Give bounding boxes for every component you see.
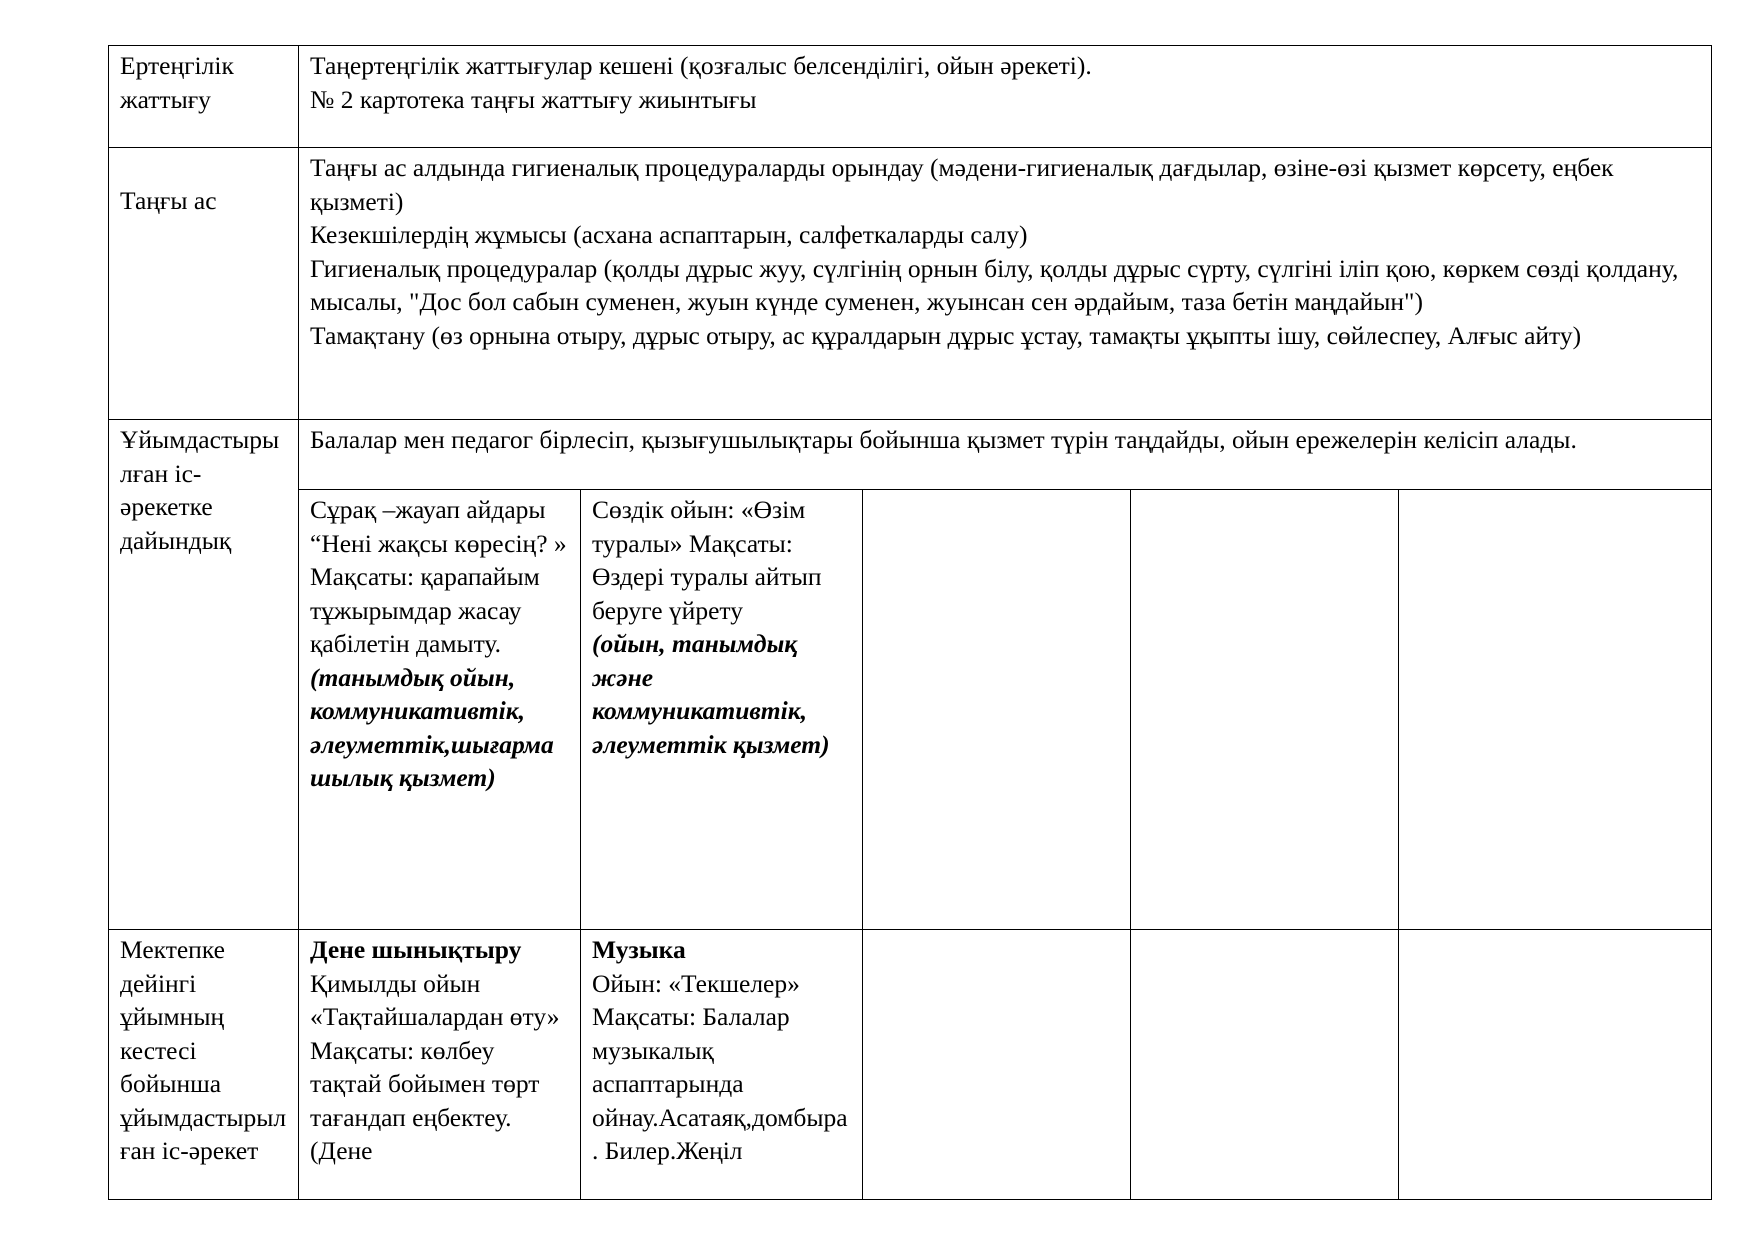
preparation-day-5: [1399, 490, 1712, 930]
row-organized-activity: [109, 930, 1712, 1200]
morning-line-1: Таңертеңгілік жаттығулар кешені (қозғалыс белсенділігі, ойын әрекеті).: [310, 51, 1092, 80]
morning-line-2: № 2 картотека таңғы жаттығу жиынтығы: [310, 84, 757, 114]
breakfast-line-4: Тамақтану (өз орнына отыру, дұрыс отыру, ас құралдарын дұрыс ұстау, тамақты ұқыпты ішу, сөйлеспеу, Алғыс айту): [310, 320, 1582, 350]
preparation-day-3: [863, 490, 1131, 930]
row-breakfast: [109, 148, 1712, 420]
row-label-preparation: Ұйымдастырылған іс-әрекетке дайындық: [109, 420, 299, 930]
activity-day-4: [1131, 930, 1399, 1200]
row-morning-exercise: [109, 46, 1712, 148]
breakfast-line-3: Гигиеналық процедуралар (қолды дұрыс жуу, сүлгінің орнын білу, қолды дұрыс сүрту, сүлгіні іліп қою, көркем сөзді қолдану, мысалы, "Дос бол сабын суменен, жуын күнде суменен, жуынсан сен әрдайым, таза бетін маңдайын"): [310, 253, 1679, 316]
activity-day-1-text: Қимылды ойын «Тақтайшалардан өту» Мақсаты: көлбеу тақтай бойымен төрт тағандап еңбектеу. (Дене: [310, 968, 560, 1165]
activity-day-2-title: Музыка: [592, 935, 686, 964]
row-label-breakfast: Таңғы ас: [109, 148, 299, 420]
breakfast-line-2: Кезекшілердің жұмысы (асхана аспаптарын, салфеткаларды салу): [310, 220, 1028, 249]
preparation-day-2-text: Сөздік ойын: «Өзім туралы» Мақсаты: Өздері туралы айтып беруге үйрету: [592, 495, 822, 625]
morning-exercise-content: [299, 46, 1712, 148]
preparation-day-2: [581, 490, 863, 930]
daily-schedule-table: [108, 45, 1712, 1200]
activity-day-3: [863, 930, 1131, 1200]
breakfast-content: [299, 148, 1712, 420]
activity-day-5: [1399, 930, 1712, 1200]
row-label-organized-activity: Мектепке дейінгі ұйымның кестесі бойынша ұйымдастырылған іс-әрекет: [109, 930, 299, 1200]
row-preparation-days: [109, 490, 1712, 930]
preparation-day-2-activity-types: (ойын, танымдық және коммуникативтік, әлеуметтік қызмет): [592, 629, 830, 759]
activity-day-1: [299, 930, 581, 1200]
preparation-day-1-text: Сұрақ –жауап айдары “Нені жақсы көресің? » Мақсаты: қарапайым тұжырымдар жасау қабілетін дамыту.: [310, 495, 567, 658]
activity-day-2: [581, 930, 863, 1200]
activity-day-1-title: Дене шынықтыру: [310, 935, 522, 964]
row-label-morning-exercise: Ертеңгілік жаттығу: [109, 46, 299, 148]
preparation-common: Балалар мен педагог бірлесіп, қызығушылықтары бойынша қызмет түрін таңдайды, ойын ережелерін келісіп алады.: [299, 420, 1712, 490]
preparation-day-4: [1131, 490, 1399, 930]
breakfast-line-1: Таңғы ас алдында гигиеналық процедураларды орындау (мәдени-гигиеналық дағдылар, өзіне-өзі қызмет көрсету, еңбек қызметі): [310, 153, 1614, 216]
activity-day-2-text: Ойын: «Текшелер» Мақсаты: Балалар музыкалық аспаптарында ойнау.Асатаяқ,домбыра. Билер.Жеңіл: [592, 968, 848, 1165]
row-preparation: [109, 420, 1712, 490]
preparation-day-1-activity-types: (танымдық ойын, коммуникативтік, әлеуметтік,шығармашылық қызмет): [310, 662, 554, 792]
preparation-day-1: [299, 490, 581, 930]
